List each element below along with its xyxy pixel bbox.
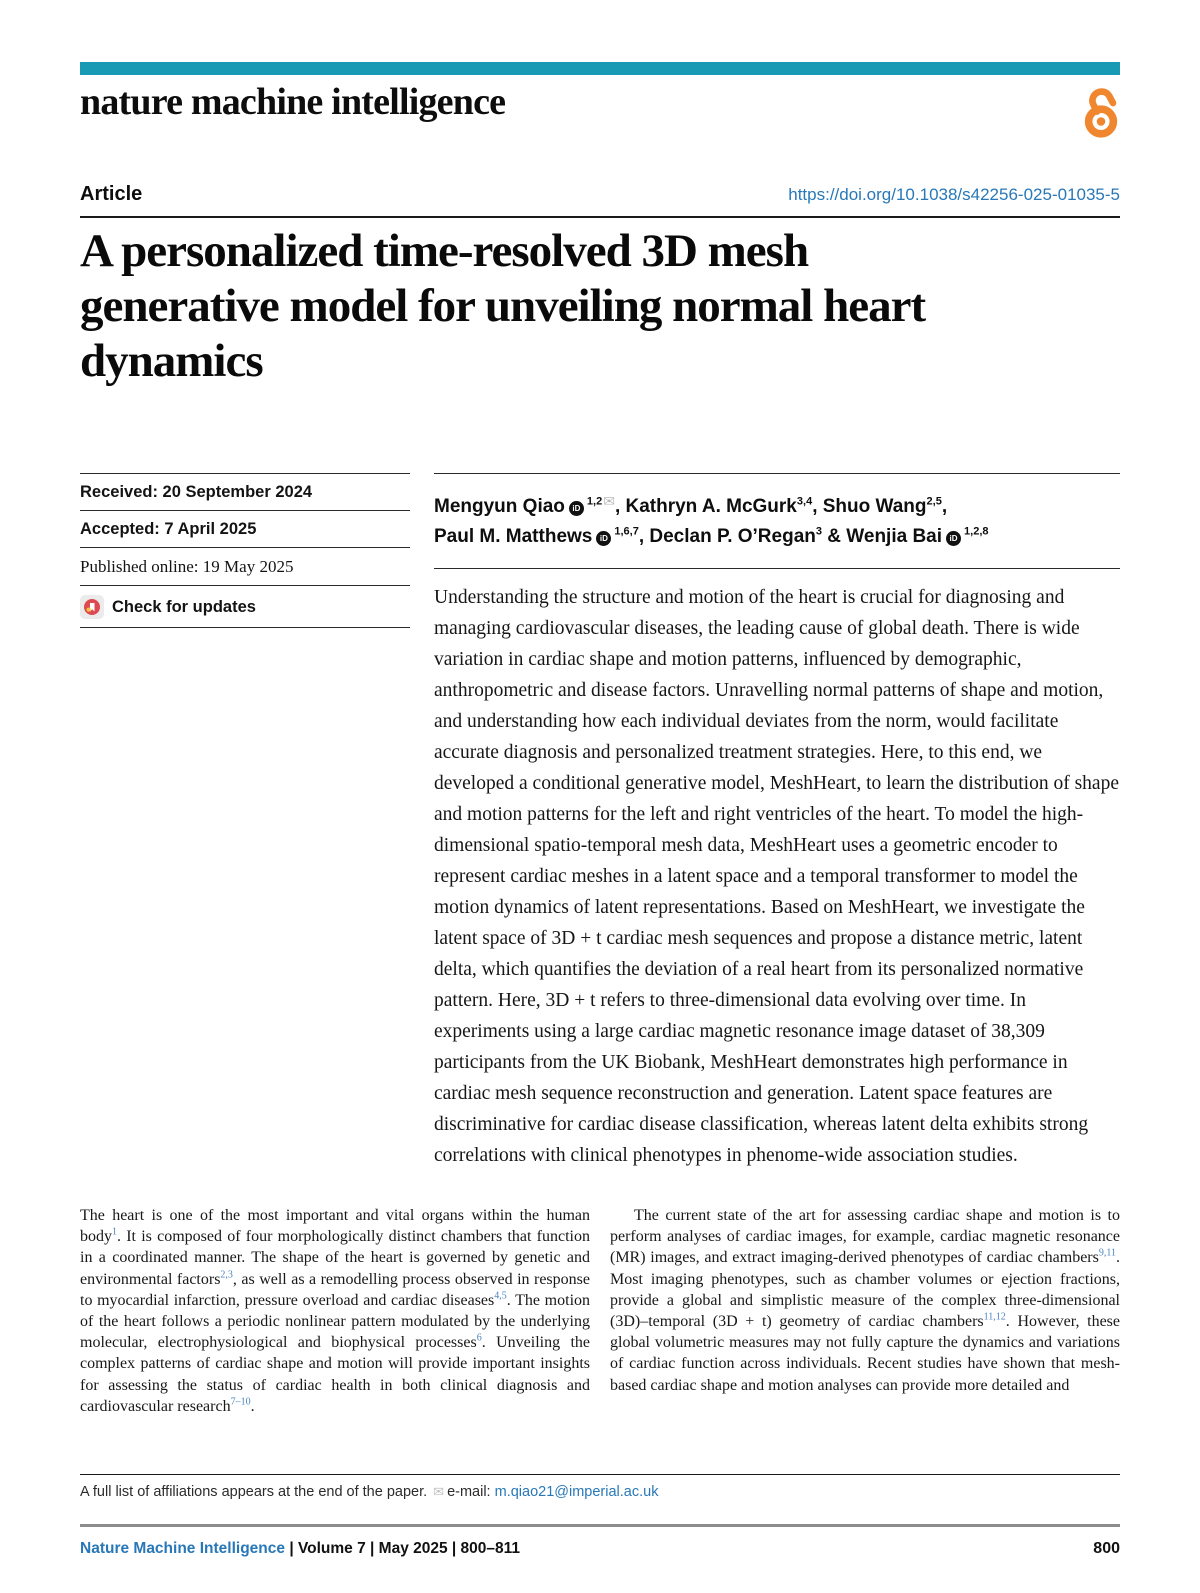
masthead-color-bar — [80, 62, 1120, 75]
open-access-icon — [1082, 84, 1120, 140]
affiliations-note-line — [80, 1484, 1120, 1500]
journal-info-line — [80, 1540, 1120, 1558]
intro-paragraph-left: The heart is one of the most important and vital organs within the human body$^1$. It is composed of four morphologically distinct chambers that function in a coordinated manner. The shape of the heart is governed by genetic and environmental factors$^{2,3}$, as well as a remodelling process observed in response to myocardial infarction, pressure overload and cardiac diseases$^{4,5}$. The motion of the heart follows a periodic nonlinear pattern modulated by the underlying molecular, electrophysiological and biophysical processes$^6$. Unveiling the complex patterns of cardiac shape and motion will provide important insights for assessing the status of cardiac health in both clinical diagnosis and cardiovascular research$^{7-10}$. — [80, 1207, 591, 1415]
received-date: Received: 20 September 2024 — [80, 474, 410, 511]
abstract: Understanding the structure and motion of the heart is crucial for diagnosing and managing cardiovascular diseases, the leading cause of global death. There is wide variation in cardiac shape and motion patterns, influenced by demographic, anthropometric and disease factors. Unravelling normal patterns of shape and motion, and understanding how each individual deviates from the norm, would facilitate accurate diagnosis and personalized treatment strategies. Here, to this end, we developed a conditional generative model, MeshHeart, to learn the distribution of shape and motion patterns for the left and right ventricles of the heart. To model the high-dimensional spatio-temporal mesh data, MeshHeart uses a geometric encoder to represent cardiac meshes in a latent space and a temporal transformer to model the motion dynamics of latent representations. Based on MeshHeart, we investigate the latent space of 3D + t cardiac mesh sequences and propose a distance metric, latent delta, which quantifies the deviation of a real heart from its personalized normative pattern. Here, 3D + t refers to three-dimensional data evolving over time. In experiments using a large cardiac magnetic resonance image dataset of 38,309 participants from the UK Biobank, MeshHeart demonstrates high performance in cardiac mesh sequence reconstruction and generation. Latent space features are discriminative for cardiac disease classification, whereas latent delta exhibits strong correlations with clinical phenotypes in phenome-wide association studies. — [434, 568, 1120, 1171]
orcid-icon: iD — [569, 501, 584, 516]
check-for-updates-label: Check for updates — [112, 597, 256, 616]
footer-divider — [80, 1474, 1120, 1475]
email-link[interactable]: m.qiao21@imperial.ac.uk — [494, 1484, 659, 1500]
published-date: Published online: 19 May 2025 — [80, 548, 410, 586]
orcid-icon: iD — [596, 531, 611, 546]
intro-paragraph-right: The current state of the art for assessing cardiac shape and motion is to perform analyses of cardiac images, for example, cardiac magnetic resonance (MR) images, and extract imaging-derived phenotypes of cardiac chambers$^{9,11}$. Most imaging phenotypes, such as chamber volumes or ejection fractions, provide a global and simplistic measure of the complex three-dimensional (3D)–temporal (3D + t) geometry of cardiac chambers$^{11,12}$. However, these global volumetric measures may not fully capture the dynamics and variations of cardiac function across individuals. Recent studies have shown that mesh-based cardiac shape and motion analyses can provide more detailed and — [610, 1207, 1121, 1394]
author-list: Mengyun Qiao $iD^{1,2✉}$, Kathryn A. McGurk$^{3,4}$, Shuo Wang$^{2,5}$, Paul M. Matthews iD$^{1,6,7}$, Declan P. O’Regan$^3$ & Wenjia Bai iD$^{1,2,8}$ — [434, 493, 989, 547]
meta-section — [80, 473, 1120, 1171]
envelope-icon: ✉ — [603, 493, 615, 509]
dates-box — [80, 473, 410, 1171]
page-number: 800 — [1093, 1540, 1120, 1557]
body-columns — [80, 1205, 1120, 1417]
journal-name-link[interactable]: Nature Machine Intelligence — [80, 1540, 285, 1557]
orcid-icon: iD — [946, 531, 961, 546]
doi-link[interactable]: https://doi.org/10.1038/s42256-025-01035-5 — [788, 185, 1120, 204]
header-divider — [80, 216, 1120, 218]
journal-logo: nature machine intelligence — [80, 81, 506, 123]
email-label: e-mail: — [447, 1484, 491, 1500]
affiliations-note: A full list of affiliations appears at the end of the paper. — [80, 1484, 428, 1500]
paper-title: A personalized time-resolved 3D mesh generative model for unveiling normal heart dynamics — [80, 225, 926, 387]
footer-gray-rule — [80, 1524, 1120, 1527]
crossmark-icon — [80, 595, 104, 619]
envelope-icon: ✉ — [433, 1484, 445, 1499]
article-type-label: Article — [80, 183, 143, 205]
check-for-updates-button[interactable] — [80, 586, 410, 628]
accepted-date: Accepted: 7 April 2025 — [80, 511, 410, 548]
authors-and-abstract — [434, 473, 1120, 1171]
issue-info: | Volume 7 | May 2025 | 800–811 — [289, 1540, 521, 1557]
